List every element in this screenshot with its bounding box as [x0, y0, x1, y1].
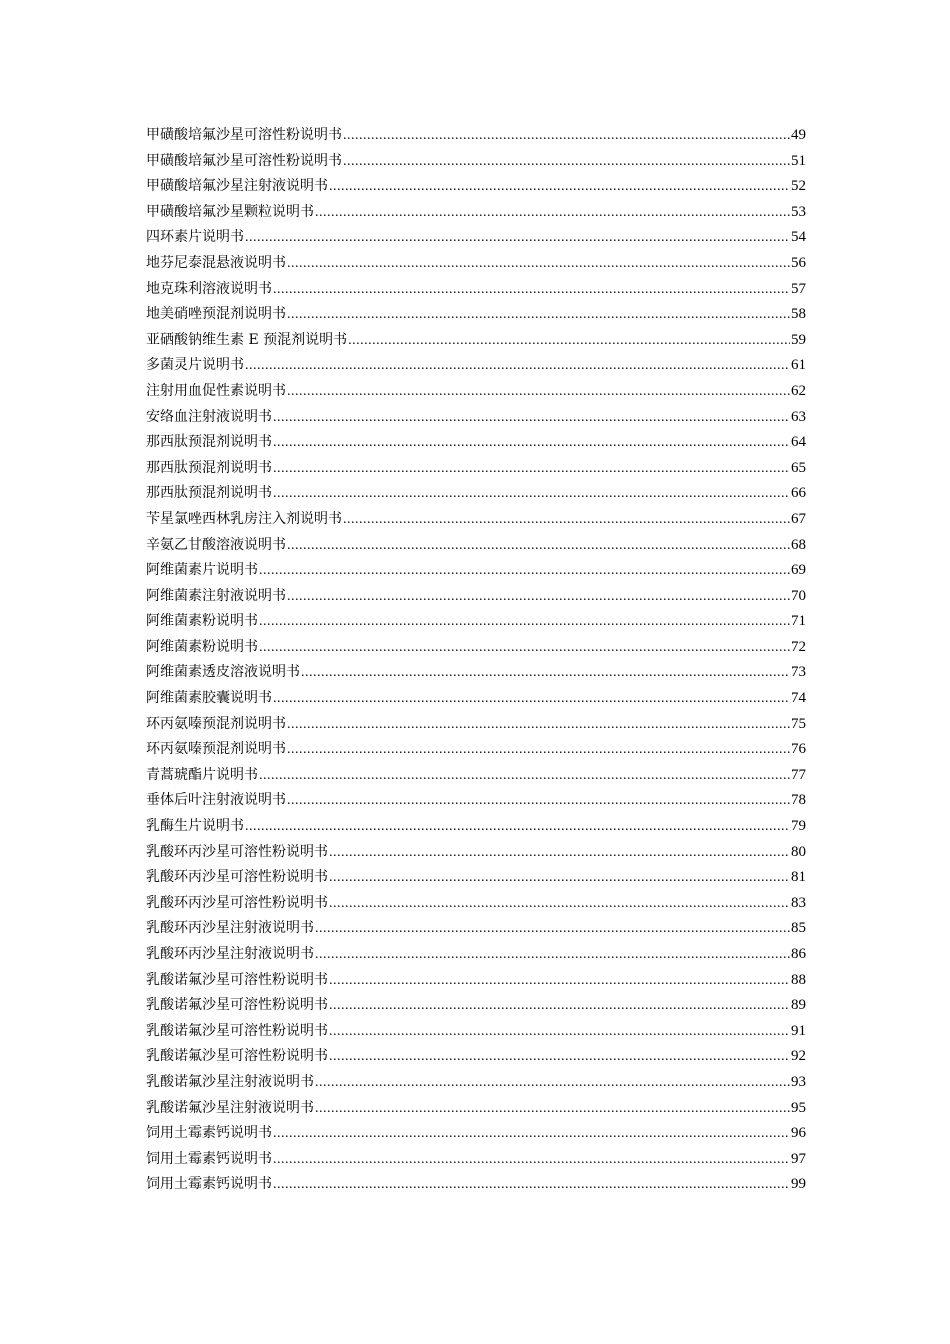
dot-leader: [343, 149, 790, 175]
toc-entry-page-number: 65: [791, 459, 806, 476]
toc-entry-title: 阿维菌素片说明书: [146, 562, 258, 579]
toc-entry[interactable]: [146, 840, 806, 866]
toc-entry-title: 苄星氯唑西林乳房注入剂说明书: [146, 510, 342, 527]
toc-entry-page-number: 76: [791, 741, 806, 758]
toc-entry[interactable]: [146, 891, 806, 917]
toc-entry[interactable]: [146, 660, 806, 686]
toc-entry-title: 甲磺酸培氟沙星颗粒说明书: [146, 203, 314, 220]
toc-entry-page-number: 92: [791, 1048, 806, 1065]
dot-leader: [273, 277, 790, 303]
toc-entry[interactable]: [146, 405, 806, 431]
dot-leader: [287, 788, 790, 814]
toc-entry-page-number: 68: [791, 536, 806, 553]
toc-entry-page-number: 88: [791, 971, 806, 988]
toc-entry[interactable]: [146, 456, 806, 482]
toc-entry[interactable]: [146, 507, 806, 533]
toc-entry[interactable]: [146, 1044, 806, 1070]
toc-entry-title: 地芬尼泰混悬液说明书: [146, 254, 286, 271]
toc-entry[interactable]: [146, 558, 806, 584]
dot-leader: [273, 1172, 790, 1198]
toc-entry-title: 环丙氨嗪预混剂说明书: [146, 741, 286, 758]
toc-entry-title: 甲磺酸培氟沙星可溶性粉说明书: [146, 127, 342, 143]
toc-entry-page-number: 97: [791, 1150, 806, 1167]
toc-entry-title: 乳酸环丙沙星注射液说明书: [146, 920, 314, 937]
toc-entry-title: 乳酸环丙沙星可溶性粉说明书: [146, 869, 328, 886]
toc-entry-page-number: 56: [791, 254, 806, 271]
toc-entry-page-number: 62: [791, 382, 806, 399]
toc-entry-title: 环丙氨嗪预混剂说明书: [146, 715, 286, 732]
toc-entry-page-number: 71: [791, 613, 806, 630]
toc-entry-page-number: 49: [791, 127, 806, 143]
toc-entry-title: 阿维菌素胶囊说明书: [146, 690, 272, 707]
dot-leader: [259, 763, 790, 789]
toc-entry[interactable]: [146, 993, 806, 1019]
toc-entry-title: 饲用土霉素钙说明书: [146, 1150, 272, 1167]
toc-entry-title: 注射用血促性素说明书: [146, 382, 286, 399]
dot-leader: [315, 1070, 790, 1096]
toc-entry-page-number: 99: [791, 1176, 806, 1193]
dot-leader: [301, 660, 790, 686]
toc-entry-page-number: 91: [791, 1022, 806, 1039]
toc-entry-title: 乳酶生片说明书: [146, 818, 244, 835]
toc-entry-page-number: 67: [791, 510, 806, 527]
toc-entry-page-number: 78: [791, 792, 806, 809]
toc-entry-page-number: 80: [791, 843, 806, 860]
dot-leader: [259, 609, 790, 635]
toc-entry[interactable]: [146, 1172, 806, 1198]
toc-entry-page-number: 73: [791, 664, 806, 681]
dot-leader: [273, 686, 790, 712]
toc-entry-title: 多菌灵片说明书: [146, 357, 244, 374]
toc-entry-page-number: 54: [791, 229, 806, 246]
toc-entry[interactable]: [146, 481, 806, 507]
dot-leader: [348, 328, 790, 354]
toc-entry[interactable]: [146, 686, 806, 712]
toc-entry[interactable]: [146, 712, 806, 738]
toc-entry[interactable]: [146, 1121, 806, 1147]
toc-entry-title: 乳酸诺氟沙星注射液说明书: [146, 1099, 314, 1116]
toc-entry-title: 那西肽预混剂说明书: [146, 485, 272, 502]
toc-entry-page-number: 72: [791, 638, 806, 655]
dot-leader: [273, 481, 790, 507]
toc-entry[interactable]: [146, 609, 806, 635]
dot-leader: [329, 1019, 790, 1045]
toc-entry-page-number: 57: [791, 280, 806, 297]
toc-entry[interactable]: [146, 200, 806, 226]
dot-leader: [273, 1147, 790, 1173]
toc-entry-page-number: 70: [791, 587, 806, 604]
toc-entry[interactable]: [146, 1147, 806, 1173]
toc-entry[interactable]: [146, 865, 806, 891]
dot-leader: [329, 1044, 790, 1070]
toc-entry-page-number: 95: [791, 1099, 806, 1116]
toc-entry-page-number: 69: [791, 562, 806, 579]
toc-entry-title: 饲用土霉素钙说明书: [146, 1176, 272, 1193]
toc-entry-page-number: 63: [791, 408, 806, 425]
toc-entry[interactable]: [146, 174, 806, 200]
toc-entry[interactable]: [146, 123, 806, 149]
toc-entry[interactable]: [146, 302, 806, 328]
toc-entry[interactable]: [146, 942, 806, 968]
toc-entry-title: 阿维菌素透皮溶液说明书: [146, 664, 300, 681]
toc-entry-page-number: 77: [791, 766, 806, 783]
toc-entry-title: 辛氨乙甘酸溶液说明书: [146, 536, 286, 553]
toc-entry-title: 甲磺酸培氟沙星注射液说明书: [146, 178, 328, 195]
dot-leader: [259, 558, 790, 584]
dot-leader: [287, 737, 790, 763]
dot-leader: [245, 814, 790, 840]
dot-leader: [315, 916, 790, 942]
toc-entry-title: 安络血注射液说明书: [146, 408, 272, 425]
toc-entry-title: 垂体后叶注射液说明书: [146, 792, 286, 809]
toc-entry-page-number: 83: [791, 894, 806, 911]
toc-entry[interactable]: [146, 277, 806, 303]
dot-leader: [287, 251, 790, 277]
toc-entry[interactable]: [146, 763, 806, 789]
toc-entry[interactable]: [146, 379, 806, 405]
dot-leader: [273, 1121, 790, 1147]
dot-leader: [245, 225, 790, 251]
toc-entry-title: 地克珠利溶液说明书: [146, 280, 272, 297]
toc-entry-page-number: 58: [791, 306, 806, 323]
toc-entry-title: 乳酸诺氟沙星可溶性粉说明书: [146, 1048, 328, 1065]
dot-leader: [329, 993, 790, 1019]
toc-entry[interactable]: [146, 814, 806, 840]
toc-entry[interactable]: [146, 584, 806, 610]
dot-leader: [315, 942, 790, 968]
dot-leader: [245, 353, 790, 379]
toc-entry-title: 饲用土霉素钙说明书: [146, 1125, 272, 1142]
toc-entry-page-number: 64: [791, 434, 806, 451]
toc-entry-title: 四环素片说明书: [146, 229, 244, 246]
dot-leader: [287, 533, 790, 559]
toc-entry-page-number: 93: [791, 1073, 806, 1090]
toc-entry-page-number: 89: [791, 997, 806, 1014]
toc-entry-title: 乳酸环丙沙星可溶性粉说明书: [146, 894, 328, 911]
toc-entry-page-number: 75: [791, 715, 806, 732]
toc-entry[interactable]: [146, 149, 806, 175]
toc-entry[interactable]: [146, 430, 806, 456]
toc-entry[interactable]: [146, 737, 806, 763]
toc-entry-page-number: 51: [791, 152, 806, 169]
toc-entry-title: 阿维菌素粉说明书: [146, 638, 258, 655]
dot-leader: [287, 584, 790, 610]
dot-leader: [329, 840, 790, 866]
toc-entry-title: 乳酸诺氟沙星可溶性粉说明书: [146, 971, 328, 988]
toc-entry[interactable]: [146, 1019, 806, 1045]
dot-leader: [287, 712, 790, 738]
toc-entry-page-number: 66: [791, 485, 806, 502]
dot-leader: [259, 635, 790, 661]
dot-leader: [329, 968, 790, 994]
toc-entry-page-number: 81: [791, 869, 806, 886]
toc-entry-title: 那西肽预混剂说明书: [146, 434, 272, 451]
dot-leader: [273, 456, 790, 482]
toc-entry-title: 乳酸环丙沙星可溶性粉说明书: [146, 843, 328, 860]
toc-entry[interactable]: [146, 1096, 806, 1122]
toc-entry[interactable]: [146, 788, 806, 814]
toc-entry-page-number: 59: [791, 331, 806, 348]
dot-leader: [343, 507, 790, 533]
toc-entry-title: 那西肽预混剂说明书: [146, 459, 272, 476]
toc-entry[interactable]: [146, 251, 806, 277]
toc-entry-page-number: 86: [791, 946, 806, 962]
toc-entry-title: 甲磺酸培氟沙星可溶性粉说明书: [146, 152, 342, 169]
toc-entry[interactable]: [146, 353, 806, 379]
dot-leader: [343, 123, 790, 149]
toc-entry[interactable]: [146, 1070, 806, 1096]
dot-leader: [273, 430, 790, 456]
dot-leader: [329, 865, 790, 891]
toc-entry-title: 乳酸诺氟沙星注射液说明书: [146, 1073, 314, 1090]
toc-entry-title: 乳酸诺氟沙星可溶性粉说明书: [146, 997, 328, 1014]
toc-entry-title: 阿维菌素粉说明书: [146, 613, 258, 630]
toc-entry-title: 地美硝唑预混剂说明书: [146, 306, 286, 323]
dot-leader: [315, 200, 790, 226]
toc-entry-title: 亚硒酸钠维生素 E 预混剂说明书: [146, 331, 348, 348]
toc-entry[interactable]: [146, 916, 806, 942]
dot-leader: [315, 1096, 790, 1122]
toc-entry-page-number: 79: [791, 818, 806, 835]
toc-entry[interactable]: [146, 533, 806, 559]
toc-entry-title: 乳酸环丙沙星注射液说明书: [146, 946, 314, 962]
toc-entry-page-number: 53: [791, 203, 806, 220]
toc-entry-page-number: 96: [791, 1125, 806, 1142]
toc-entry-page-number: 74: [791, 690, 806, 707]
dot-leader: [287, 379, 790, 405]
toc-entry[interactable]: [146, 635, 806, 661]
toc-entry-page-number: 85: [791, 920, 806, 937]
toc-entry[interactable]: [146, 328, 806, 354]
toc-entry-title: 阿维菌素注射液说明书: [146, 587, 286, 604]
toc-entry-page-number: 61: [791, 357, 806, 374]
dot-leader: [287, 302, 790, 328]
toc-entry[interactable]: [146, 225, 806, 251]
toc-entry-title: 青蒿琥酯片说明书: [146, 766, 258, 783]
dot-leader: [329, 891, 790, 917]
toc-entry[interactable]: [146, 968, 806, 994]
table-of-contents: [146, 123, 806, 1198]
toc-entry-title: 乳酸诺氟沙星可溶性粉说明书: [146, 1022, 328, 1039]
toc-entry-page-number: 52: [791, 178, 806, 195]
dot-leader: [329, 174, 790, 200]
dot-leader: [273, 405, 790, 431]
